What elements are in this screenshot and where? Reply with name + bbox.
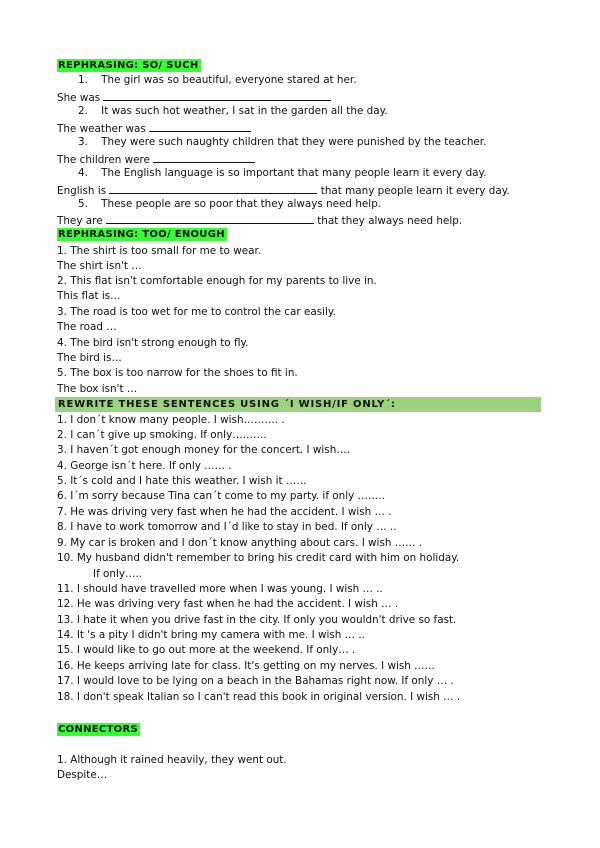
section-title-so-such: REPHRASING: SO/ SUCH — [58, 60, 199, 71]
exercise-line: This flat is… — [57, 290, 121, 302]
exercise-line: 9. My car is broken and I don´t know anything about cars. I wish …… . — [57, 537, 423, 549]
exercise-line: 4. The bird isn't strong enough to fly. — [57, 337, 249, 349]
answer-line: They are that they always need help. — [57, 215, 463, 227]
exercise-line: 10. My husband didn't remember to bring his credit card with him on holiday. — [57, 552, 460, 564]
exercise-line: 17. I would love to be lying on a beach in the Bahamas right now. If only … . — [57, 675, 454, 687]
exercise-line: Despite… — [57, 769, 108, 781]
answer-blank[interactable] — [153, 152, 255, 163]
exercise-line: The shirt isn't … — [57, 260, 142, 272]
exercise-line: 11. I should have travelled more when I was young. I wish … .. — [57, 583, 383, 595]
exercise-item: 2. It was such hot weather, I sat in the garden all the day. — [78, 105, 388, 117]
answer-blank[interactable] — [109, 183, 317, 194]
section-title-connectors: CONNECTORS — [58, 724, 138, 735]
answer-blank[interactable] — [149, 121, 251, 132]
exercise-item: 4. The English language is so important that many people learn it every day. — [78, 167, 487, 179]
exercise-line: The box isn't … — [57, 383, 138, 395]
exercise-line: The bird is… — [57, 352, 122, 364]
exercise-line: 3. I haven´t got enough money for the concert. I wish…. — [57, 444, 350, 456]
exercise-line: 13. I hate it when you drive fast in the city. If only you wouldn't drive so fast. — [57, 614, 457, 626]
exercise-line: 8. I have to work tomorrow and I´d like to stay in bed. If only … .. — [57, 521, 397, 533]
exercise-line: If only….. — [93, 568, 143, 580]
exercise-line: 1. Although it rained heavily, they went out. — [57, 754, 287, 766]
answer-blank[interactable] — [106, 213, 314, 224]
answer-blank[interactable] — [103, 90, 331, 101]
exercise-item: 1. The girl was so beautiful, everyone stared at her. — [78, 74, 357, 86]
exercise-line: 16. He keeps arriving late for class. It's getting on my nerves. I wish …… — [57, 660, 435, 672]
section-title-too-enough: REPHRASING: TOO/ ENOUGH — [58, 229, 225, 240]
exercise-item: 3. They were such naughty children that they were punished by the teacher. — [78, 136, 487, 148]
exercise-line: 4. George isn´t here. If only …… . — [57, 460, 232, 472]
answer-line: The children were — [57, 152, 255, 167]
exercise-line: 18. I don't speak Italian so I can't read this book in original version. I wish … . — [57, 691, 461, 703]
exercise-line: 5. It´s cold and I hate this weather. I wish it …… — [57, 475, 307, 487]
exercise-line: 2. This flat isn't comfortable enough for my parents to live in. — [57, 275, 377, 287]
exercise-line: 1. The shirt is too small for me to wear. — [57, 245, 262, 257]
exercise-line: 15. I would like to go out more at the weekend. If only… . — [57, 644, 356, 656]
exercise-line: 2. I can´t give up smoking. If only………. — [57, 429, 267, 441]
answer-line: The weather was — [57, 121, 251, 136]
exercise-line: 1. I don´t know many people. I wish………. . — [57, 414, 285, 426]
exercise-line: 7. He was driving very fast when he had the accident. I wish … . — [57, 506, 392, 518]
exercise-line: 6. I´m sorry because Tina can´t come to my party. if only …….. — [57, 490, 385, 502]
exercise-line: 3. The road is too wet for me to control the car easily. — [57, 306, 336, 318]
answer-line: She was — [57, 90, 331, 105]
exercise-line: The road … — [57, 321, 117, 333]
exercise-item: 5. These people are so poor that they always need help. — [78, 198, 382, 210]
exercise-line: 12. He was driving very fast when he had the accident. I wish … . — [57, 598, 399, 610]
answer-line: English is that many people learn it every day. — [57, 185, 510, 197]
section-title-wish-if-only: REWRITE THESE SENTENCES USING ´I WISH/IF ONLY´: — [55, 397, 541, 412]
exercise-line: 5. The box is too narrow for the shoes to fit in. — [57, 367, 298, 379]
exercise-line: 14. It 's a pity I didn't bring my camera with me. I wish … .. — [57, 629, 365, 641]
